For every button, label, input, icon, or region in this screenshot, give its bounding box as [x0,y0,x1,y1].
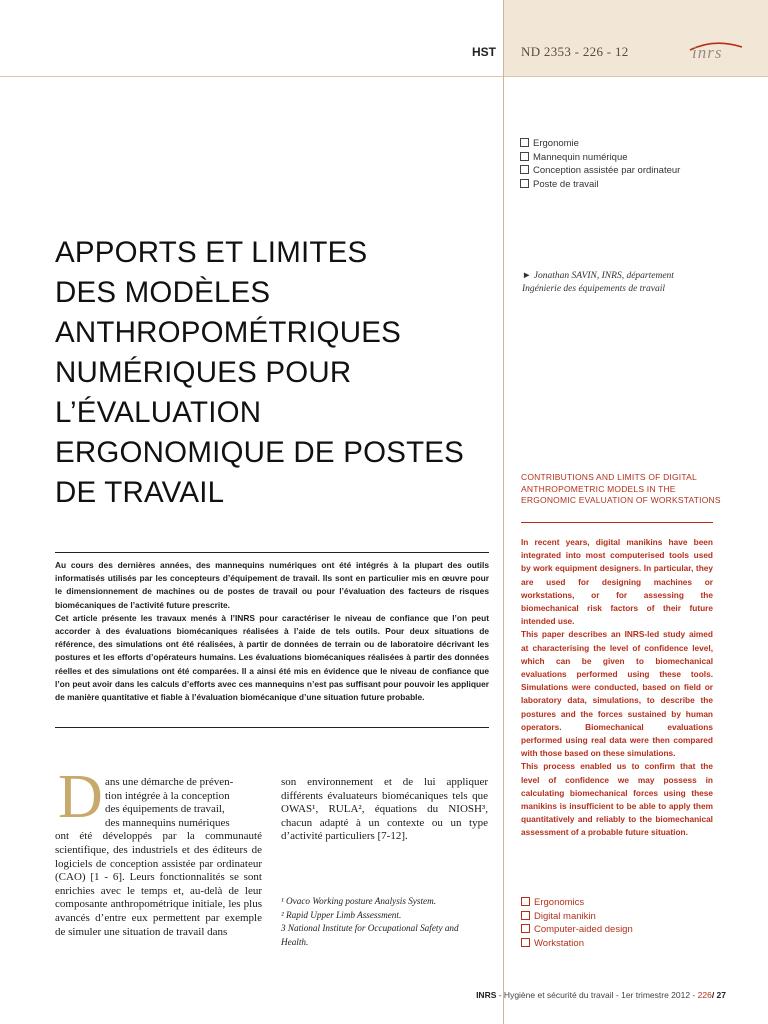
checkbox-icon [521,911,530,920]
page-number: / 27 [711,990,726,1000]
title-line: DES MODÈLES [55,276,271,309]
keyword-item: Ergonomics [521,896,633,910]
checkbox-icon [521,924,530,933]
author-line: ► Jonathan SAVIN, INRS, département [522,271,674,281]
english-abstract-paragraph: This paper describes an INRS-led study aimed at characterising the level of confidence level, which can be given to biomechanical evaluations performed using these tools. Simulations were conducted, based on field or laboratory data, simulations, to describe the postures and the forces sustained by human operators. Biomechanical evaluations performed using real data were then compared with those based on these simulations. [521,629,713,759]
title-line: DE TRAVAIL [55,476,225,509]
english-abstract-paragraph: This process enabled us to confirm that the level of confidence we may possess in calculating biomechanical forces using these manikins is insufficient to be able to apply them quantitatively and reliably to the biomechanical assessment of a probable future situation. [521,761,713,838]
checkbox-icon [520,152,529,161]
abstract-rule-top [55,552,489,553]
keyword-item: Ergonomie [520,137,680,151]
checkbox-icon [521,897,530,906]
body-line: des équipements de travail, [105,803,225,816]
body-line: ans une démarche de préven- [105,776,234,788]
keyword-item: Mannequin numérique [520,151,680,165]
abstract-rule-bottom [55,727,489,728]
issue-reference: ND 2353 - 226 - 12 [521,44,629,59]
french-abstract-paragraph: Cet article présente les travaux menés à l’INRS pour caractériser le niveau de confiance que l’on peut accorder à des évaluations biomécaniques réalisées à l’aide de tels outils. Pour deux situations de référence, des simulations ont été réalisées, à partir de données de terrain ou de laboratoire décrivant les postures et les efforts d’opérateurs humains. Les évaluations biomécaniques réalisées à partir des données réelles et des simulations ont été comparées. Il a ainsi été mis en évidence que le niveau de confiance que l’on peut avoir dans les calculs d’efforts avec ces mannequins n’est pas suffisant pour pouvoir les appliquer de manière quantitative et fiable à l’évaluation biomécanique d’une situation future probable. [55,612,489,703]
body-column-2: son environnement et de lui appliquer différents évaluateurs biomécaniques tels que OWAS¹, RULA², équations du NIOSH³, chacun adapté à un contexte ou un type d’activité particuliers [7-12]. [281,776,488,843]
author-affiliation: Ingénierie des équipements de travail [522,284,665,294]
title-line: ANTHROPOMÉTRIQUES [55,316,401,349]
footnote: 3 National Institute for Occupational Safety and Health. [281,923,459,947]
footnote: ¹ Ovaco Working posture Analysis System. [281,896,437,906]
keyword-item: Conception assistée par ordinateur [520,164,680,178]
french-abstract [55,559,489,704]
keyword-item: Digital manikin [521,910,633,924]
title-line: ERGONOMIQUE DE POSTES [55,436,465,469]
keyword-item: Poste de travail [520,178,680,192]
title-line: L’ÉVALUATION [55,396,262,429]
checkbox-icon [520,179,529,188]
logo-wordmark: inrs [692,43,723,62]
checkbox-icon [521,938,530,947]
header-left-panel [0,0,503,77]
title-line: APPORTS ET LIMITES [55,236,368,269]
checkbox-icon [520,165,529,174]
header-divider [0,76,768,77]
french-abstract-paragraph: Au cours des dernières années, des mannequins numériques ont été intégrés à la plupart des outils informatisés utilisés par les concepteurs d’équipement de travail. Ils sont en particulier mis en œuvre pour le dimensionnement de machines ou de postes de travail ou pour l’évaluation des facteurs de risques biomécaniques de l’activité future prescrite. [55,560,489,610]
title-line: NUMÉRIQUES POUR [55,356,352,389]
body-column-1 [55,776,262,939]
english-abstract-paragraph: In recent years, digital manikins have been integrated into most computerised tools used by work equipment designers. In particular, they are used for designing machines or workstations, or for assessing the biomechanical risk factors of their future intended use. [521,537,713,627]
footer-issue: 226 [697,990,712,1000]
article-title [55,233,500,513]
drop-cap: D [58,763,103,831]
footer-brand: INRS [476,990,497,1000]
english-title-rule [521,522,713,523]
keywords-fr [520,137,680,191]
body-line: tion intégrée à la conception [105,789,230,802]
body-line: des mannequins numériques [105,816,230,829]
body-paragraph: ont été développés par la communauté scientifique, des industriels et des éditeurs de logiciels de conception assistée par ordinateur (CAO) [1 - 6]. Leurs fonctionnalités se sont enrichies avec le temps et, au-delà de leur composante anthropométrique initiale, les plus avancés d’entre eux permettent par exemple de simuler une situation de travail dans [55,830,262,938]
page-header [0,0,768,77]
author-info [522,270,722,296]
keyword-item: Workstation [521,937,633,951]
inrs-logo [684,41,746,65]
footnotes [281,895,488,949]
english-title: CONTRIBUTIONS AND LIMITS OF DIGITAL ANTHROPOMETRIC MODELS IN THE ERGONOMIC EVALUATION OF WORKSTATIONS [521,472,721,505]
journal-label: HST [472,45,496,59]
checkbox-icon [520,138,529,147]
page-footer [476,990,726,1000]
keyword-item: Computer-aided design [521,923,633,937]
footer-text: - Hygiène et sécurité du travail - 1er trimestre 2012 - [496,990,698,1000]
column-divider [503,0,504,1024]
header-right-panel [503,0,768,77]
footnote: ² Rapid Upper Limb Assessment. [281,909,402,920]
keywords-en [521,896,633,950]
english-abstract [521,536,713,840]
